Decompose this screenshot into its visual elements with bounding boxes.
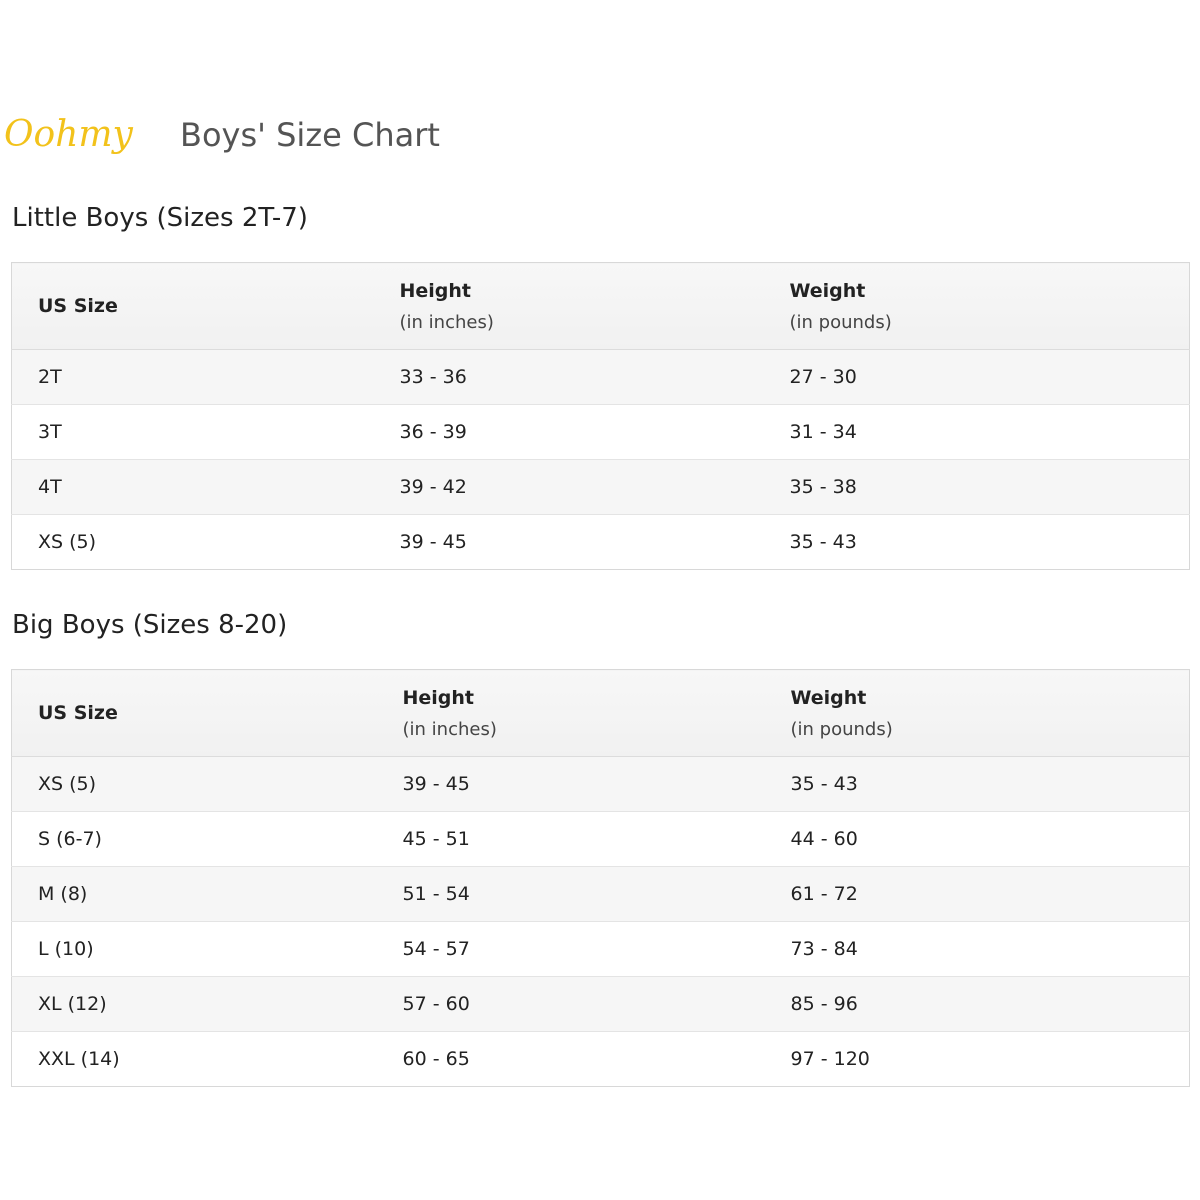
column-unit: (in inches)	[399, 311, 494, 333]
column-header-height	[403, 670, 791, 757]
little-boys-size-table	[11, 262, 1190, 570]
table-row	[12, 1032, 1190, 1087]
page-header	[0, 108, 1200, 168]
us-size-cell: XS (5)	[12, 515, 400, 570]
table-row	[12, 460, 1190, 515]
table-row	[12, 922, 1190, 977]
big-boys-heading: Big Boys (Sizes 8-20)	[12, 610, 288, 640]
brand-logo: Oohmy	[4, 114, 133, 155]
column-header-weight	[791, 670, 1190, 757]
column-label: Height	[402, 686, 475, 709]
table-row	[12, 812, 1190, 867]
height-cell: 54 - 57	[403, 922, 791, 977]
us-size-cell: 2T	[12, 350, 400, 405]
us-size-cell: M (8)	[12, 867, 403, 922]
weight-cell: 97 - 120	[791, 1032, 1190, 1087]
column-header-us-size	[12, 263, 400, 350]
height-cell: 36 - 39	[400, 405, 790, 460]
column-header-height	[400, 263, 790, 350]
weight-cell: 61 - 72	[791, 867, 1190, 922]
table-row	[12, 977, 1190, 1032]
column-label: US Size	[38, 295, 118, 317]
page-title: Boys' Size Chart	[180, 116, 440, 154]
weight-cell: 35 - 43	[790, 515, 1190, 570]
height-cell: 39 - 42	[400, 460, 790, 515]
column-header-weight	[790, 263, 1190, 350]
height-cell: 51 - 54	[403, 867, 791, 922]
weight-cell: 31 - 34	[790, 405, 1190, 460]
height-cell: 45 - 51	[403, 812, 791, 867]
little-boys-heading: Little Boys (Sizes 2T-7)	[12, 203, 308, 233]
table-header-row	[12, 263, 1190, 350]
height-cell: 57 - 60	[403, 977, 791, 1032]
us-size-cell: S (6-7)	[12, 812, 403, 867]
weight-cell: 73 - 84	[791, 922, 1190, 977]
height-cell: 39 - 45	[400, 515, 790, 570]
us-size-cell: XS (5)	[12, 757, 403, 812]
column-label: Weight	[789, 279, 866, 302]
us-size-cell: XL (12)	[12, 977, 403, 1032]
column-unit: (in pounds)	[790, 718, 893, 740]
us-size-cell: 3T	[12, 405, 400, 460]
column-header-us-size	[12, 670, 403, 757]
weight-cell: 27 - 30	[790, 350, 1190, 405]
column-label: US Size	[38, 702, 118, 724]
column-unit: (in inches)	[402, 718, 497, 740]
us-size-cell: 4T	[12, 460, 400, 515]
weight-cell: 35 - 38	[790, 460, 1190, 515]
column-label: Weight	[790, 686, 867, 709]
us-size-cell: L (10)	[12, 922, 403, 977]
table-row	[12, 757, 1190, 812]
column-label: Height	[399, 279, 472, 302]
big-boys-size-table	[11, 669, 1190, 1087]
column-unit: (in pounds)	[789, 311, 892, 333]
weight-cell: 44 - 60	[791, 812, 1190, 867]
height-cell: 60 - 65	[403, 1032, 791, 1087]
table-row	[12, 405, 1190, 460]
table-header-row	[12, 670, 1190, 757]
weight-cell: 35 - 43	[791, 757, 1190, 812]
height-cell: 39 - 45	[403, 757, 791, 812]
table-row	[12, 867, 1190, 922]
table-row	[12, 515, 1190, 570]
us-size-cell: XXL (14)	[12, 1032, 403, 1087]
height-cell: 33 - 36	[400, 350, 790, 405]
weight-cell: 85 - 96	[791, 977, 1190, 1032]
table-row	[12, 350, 1190, 405]
